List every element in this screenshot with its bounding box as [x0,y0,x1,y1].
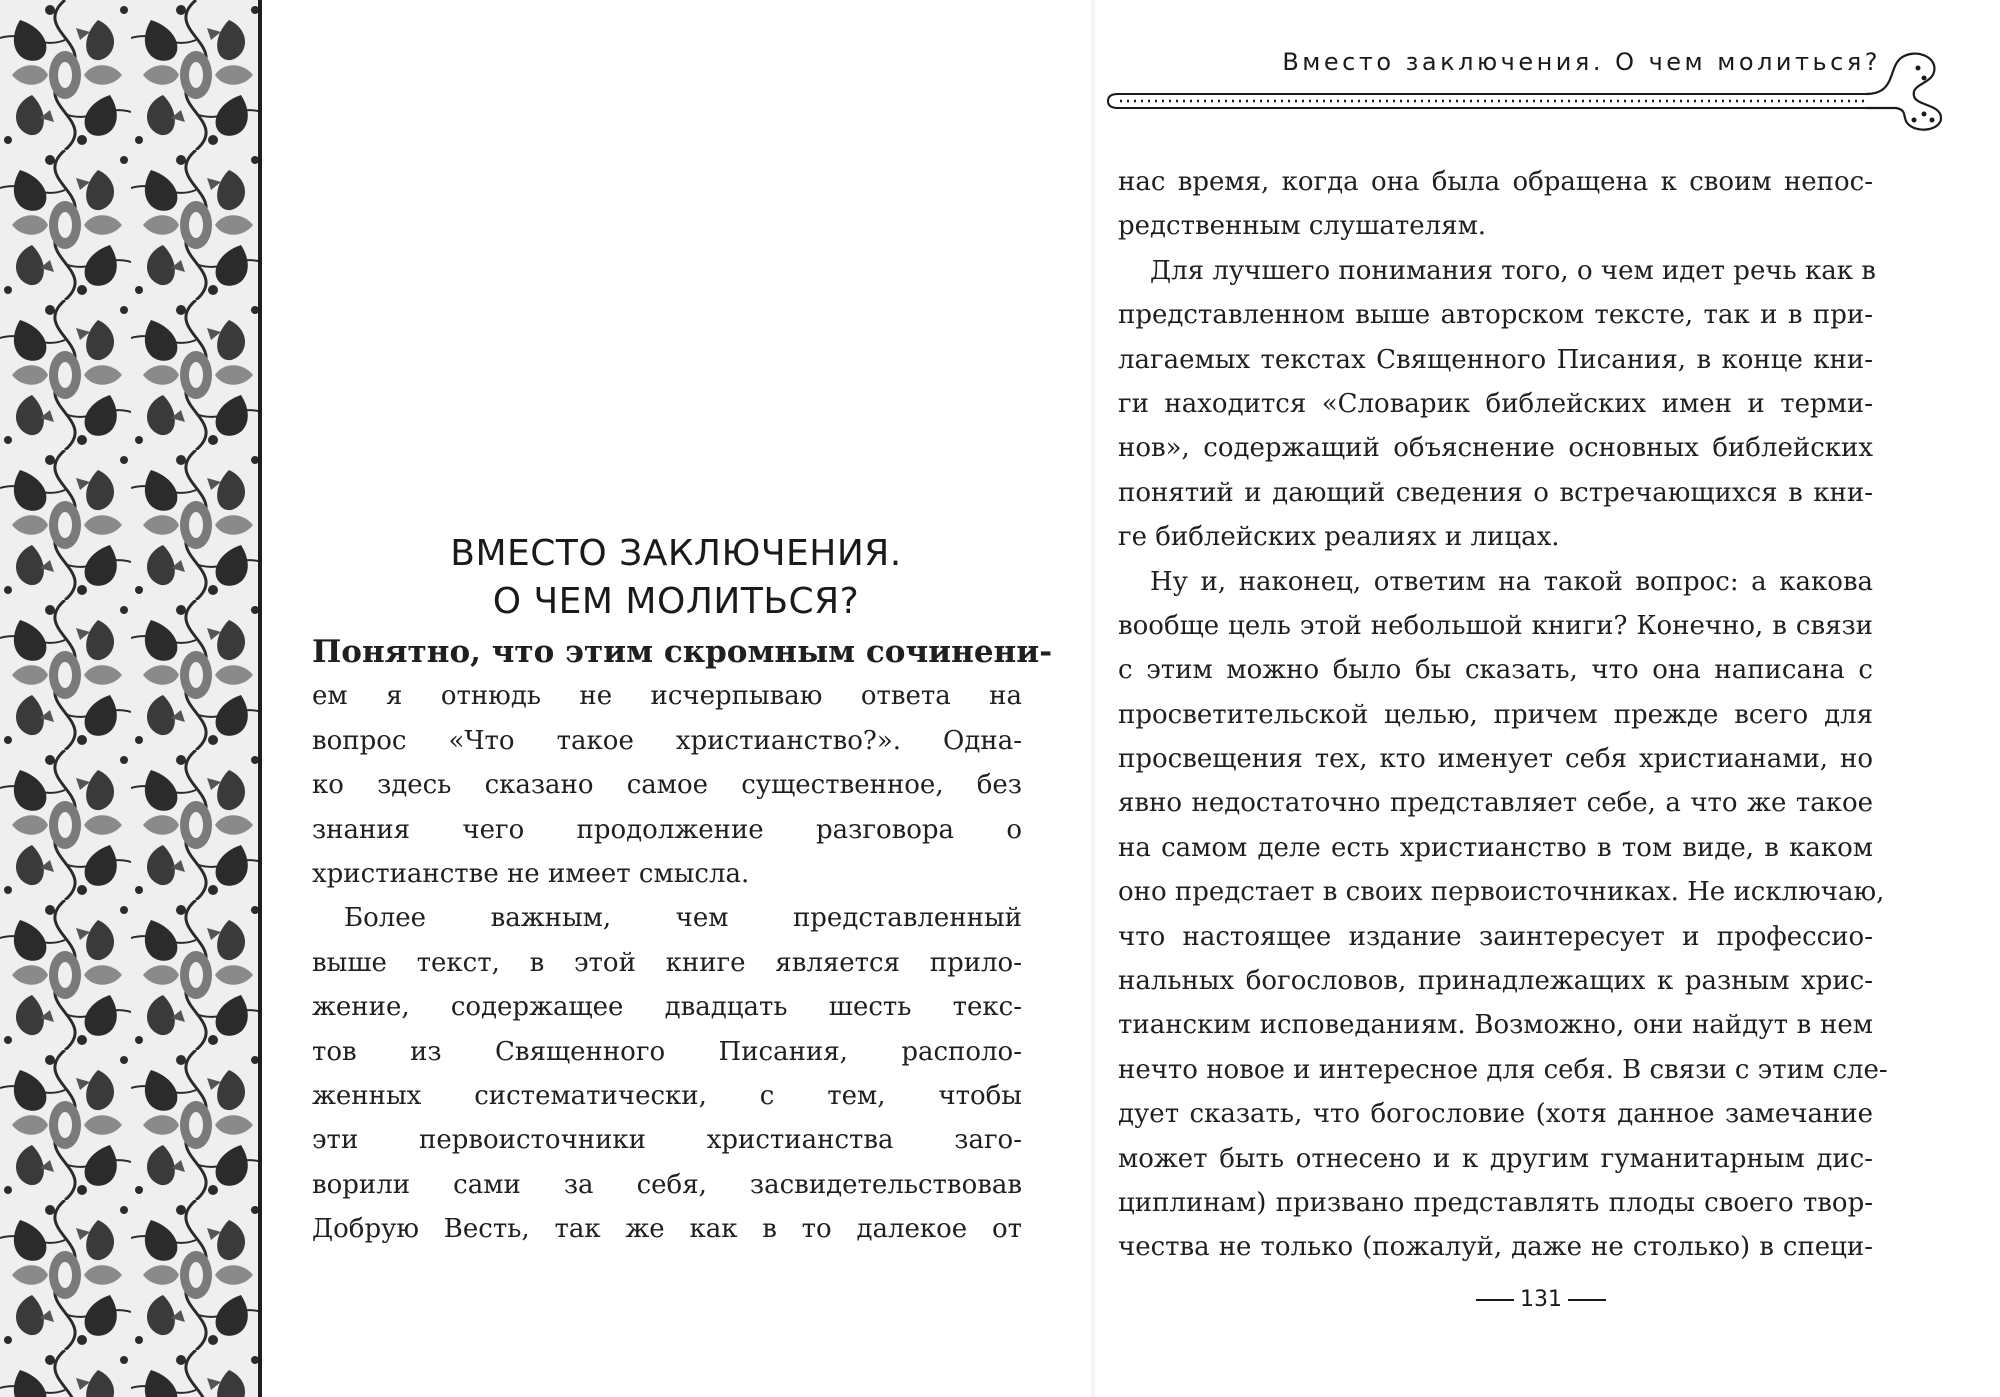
chapter-title-line-1: ВМЕСТО ЗАКЛЮЧЕНИЯ. [450,533,902,574]
text-line: понятий и дающий сведения о встречающихся в кни- [1118,477,1873,508]
text-line: ем я отнюдь не исчерпываю ответа на [312,681,1022,712]
text-line: ги находится «Словарик библейских имен и терми- [1118,388,1873,419]
text-line: выше текст, в этой книге является прило- [312,947,1022,978]
text-line: просвещения тех, кто именует себя христианами, но [1118,744,1873,775]
text-line: Ну и, наконец, ответим на такой вопрос: а какова [1150,566,1873,597]
text-line: нас время, когда она была обращена к своим непос- [1118,167,1873,197]
text-line: тианским исповеданиям. Возможно, они найдут в нем [1118,1010,1873,1041]
text-line: что настоящее издание заинтересует и профессио- [1118,921,1873,952]
floral-ornament-border [0,0,262,1397]
right-page-body [1118,160,1888,1270]
page-number-value: 131 [1520,1287,1562,1312]
text-line: с этим можно было бы сказать, что она написана с [1118,655,1873,686]
text-line: жение, содержащее двадцать шесть текс- [312,992,1022,1023]
text-line: явно недостаточно представляет себе, а что же такое [1118,788,1873,819]
text-line: христианстве не имеет смысла. [312,858,750,889]
text-line: лагаемых текстах Священного Писания, в конце кни- [1118,344,1873,375]
text-line: ге библейских реалиях и лицах. [1118,522,1560,553]
text-line: вообще цель этой небольшой книги? Конечно, в связи [1118,610,1873,641]
text-line: нов», содержащий объяснение основных библейских [1118,433,1873,464]
text-line: Понятно, что этим скромным сочинени- [312,634,1053,670]
text-line: знания чего продолжение разговора о [312,814,1022,845]
text-line: представленном выше авторском тексте, так и в при- [1118,300,1873,331]
text-line: чества не только (пожалуй, даже не столько) в специ- [1118,1232,1873,1263]
text-line: женных систематически, с тем, чтобы [312,1080,1022,1111]
running-head: Вместо заключения. О чем молиться? [1282,48,1881,76]
text-line: ко здесь сказано самое существенное, без [312,770,1022,801]
chapter-title-line-2: О ЧЕМ МОЛИТЬСЯ? [492,581,860,622]
text-line: редственным слушателям. [1118,211,1487,242]
left-page-body [312,630,1053,1251]
left-page [262,0,1090,1397]
text-line: циплинам) призвано представлять плоды своего твор- [1118,1187,1873,1218]
text-line: нечто новое и интересное для себя. В связи с этим сле- [1118,1054,1888,1085]
text-line: Добрую Весть, так же как в то далекое от [312,1214,1022,1245]
text-line: ворили сами за себя, засвидетельствовав [312,1169,1022,1200]
text-line: Более важным, чем представленный [344,903,1022,934]
ornament-pattern-icon [0,0,262,1397]
text-line: тов из Священного Писания, располо- [312,1036,1022,1067]
text-line: вопрос «Что такое христианство?». Одна- [312,725,1022,756]
text-line: нальных богословов, принадлежащих к разным хрис- [1118,966,1873,997]
text-line: может быть отнесено и к другим гуманитарным дис- [1118,1143,1873,1174]
text-line: оно предстает в своих первоисточниках. Не исключаю, [1118,877,1885,908]
text-line: Для лучшего понимания того, о чем идет речь как в [1150,255,1876,286]
text-line: эти первоисточники христианства заго- [312,1125,1022,1156]
chapter-title [262,530,1090,626]
dash-right [1568,1299,1606,1301]
text-line: дует сказать, что богословие (хотя данное замечание [1118,1099,1873,1130]
right-page [1096,0,2000,1397]
text-line: просветительской целью, причем прежде всего для [1118,699,1873,730]
text-line: на самом деле есть христианство в том виде, в каком [1118,832,1873,863]
dash-left [1476,1299,1514,1301]
page-number [1436,1287,1646,1312]
